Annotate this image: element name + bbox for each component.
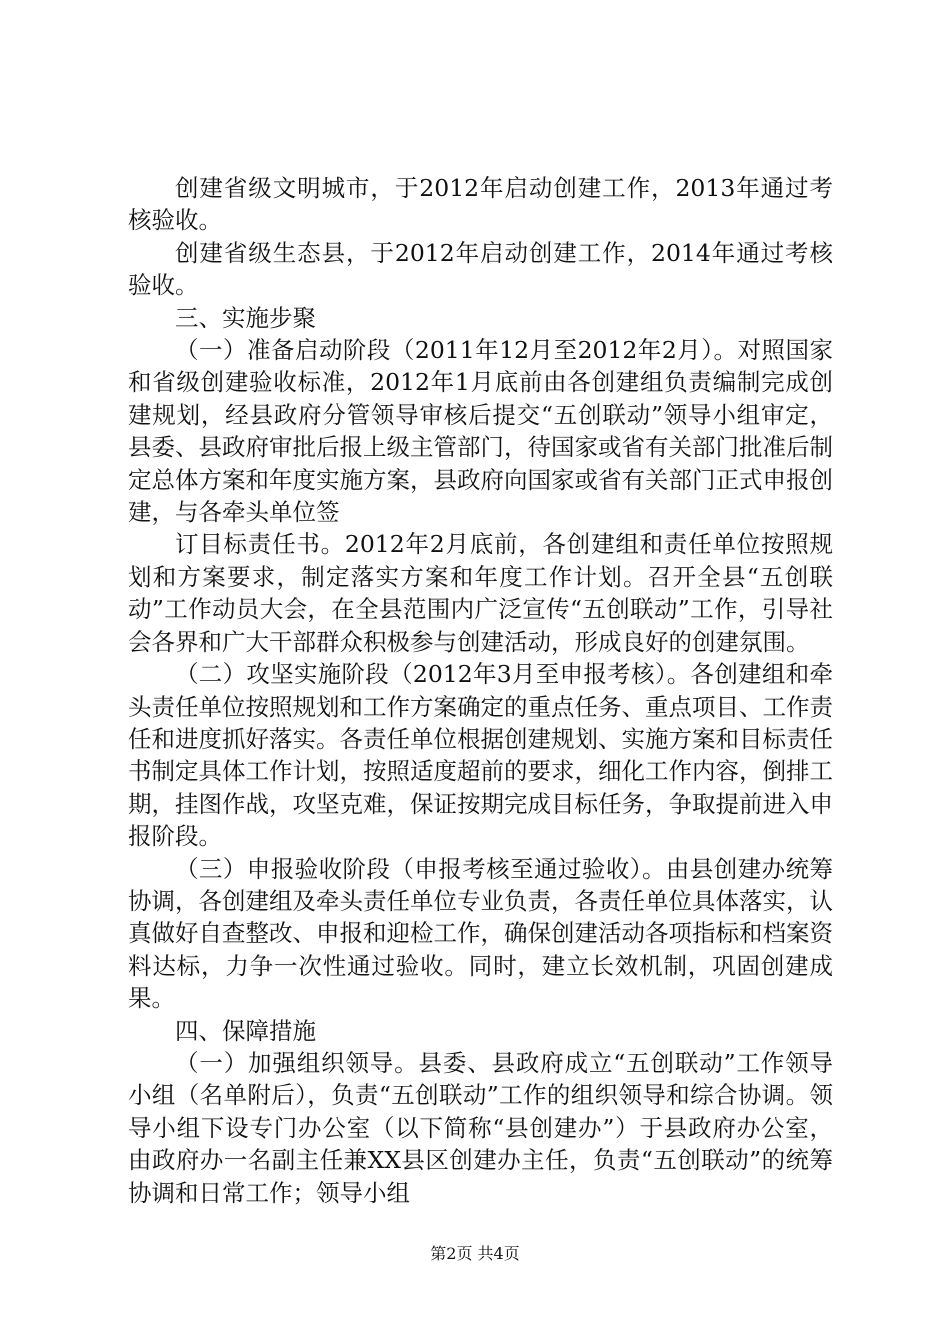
paragraph-acceptance-stage: （三）申报验收阶段（申报考核至通过验收）。由县创建办统筹协调，各创建组及牵头责任单位专业负责，各责任单位具体落实，认真做好自查整改、申报和迎检工作，确保创建活动各项指标和档案资料达标，力争一次性通过验收。同时，建立长效机制，巩固创建成果。 <box>128 854 833 1013</box>
paragraph-implementation-stage: （二）攻坚实施阶段（2012年3月至申报考核）。各创建组和牵头责任单位按照规划和工作方案确定的重点任务、重点项目、工作责任和进度抓好落实。各责任单位根据创建规划、实施方案和目标责任书制定具体工作计划，按照适度超前的要求，细化工作内容，倒排工期，挂图作战，攻坚克难，保证按期完成目标任务，争取提前进入申报阶段。 <box>128 660 833 851</box>
section-heading-safeguard-measures: 四、保障措施 <box>175 1016 316 1045</box>
page-number-footer: 第2页 共4页 <box>430 1244 520 1263</box>
section-heading-implementation-steps: 三、实施步聚 <box>175 303 316 332</box>
document-body <box>128 172 833 1209</box>
paragraph-responsibility-letter: 订目标责任书。2012年2月底前，各创建组和责任单位按照规划和方案要求，制定落实方案和年度工作计划。召开全县“五创联动”工作动员大会，在全县范围内广泛宣传“五创联动”工作，引导社会各界和广大干部群众积极参与创建活动，形成良好的创建氛围。 <box>128 530 833 656</box>
paragraph-organization-leadership: （一）加强组织领导。县委、县政府成立“五创联动”工作领导小组（名单附后），负责“五创联动”工作的组织领导和综合协调。领导小组下设专门办公室（以下简称“县创建办”）于县政府办公室，由政府办一名副主任兼XX县区创建办主任，负责“五创联动”的统筹协调和日常工作；领导小组 <box>128 1048 833 1207</box>
paragraph-ecological-county: 创建省级生态县，于2012年启动创建工作，2014年通过考核验收。 <box>128 238 833 300</box>
paragraph-civilized-city: 创建省级文明城市，于2012年启动创建工作，2013年通过考核验收。 <box>128 174 833 235</box>
paragraph-preparation-stage: （一）准备启动阶段（2011年12月至2012年2月）。对照国家和省级创建验收标准，2012年1月底前由各创建组负责编制完成创建规划，经县政府分管领导审核后提交“五创联动”领导小组审定，县委、县政府审批后报上级主管部门，待国家或省有关部门批准后制定总体方案和年度实施方案，县政府向国家或省有关部门正式申报创建，与各牵头单位签 <box>128 336 833 527</box>
